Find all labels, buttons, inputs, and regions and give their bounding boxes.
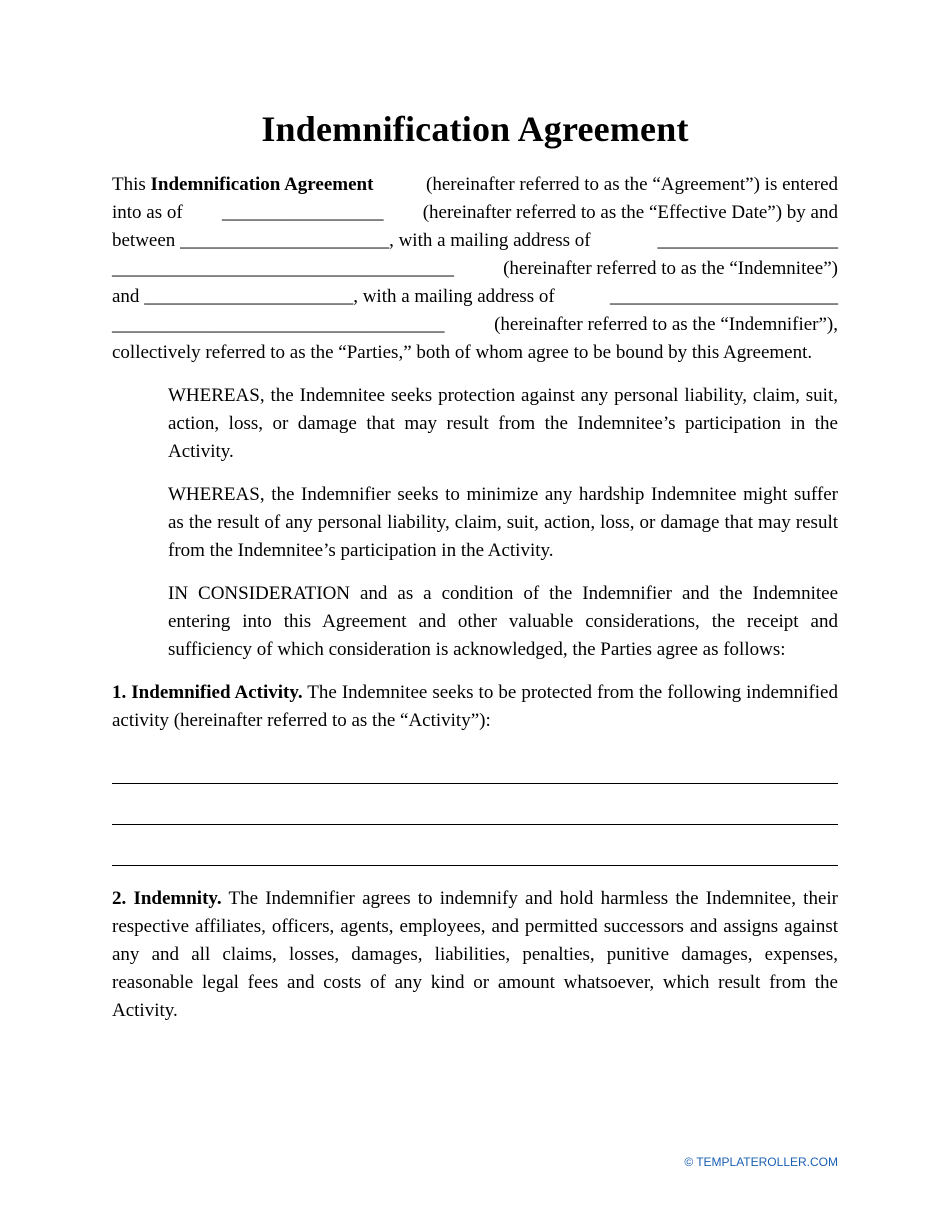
intro-text: (hereinafter referred to as the “Indemnitee”)	[503, 258, 838, 280]
agreement-name-bold: Indemnification Agreement	[150, 174, 374, 196]
whereas-clause-2: WHEREAS, the Indemnifier seeks to minimize any hardship Indemnitee might suffer as the result of any personal liability, claim, suit, action, loss, or damage that may result from the Indemnitee’s participation in the Activity.	[168, 484, 838, 562]
intro-line-5	[112, 283, 838, 311]
section-1-heading: 1. Indemnified Activity.	[112, 682, 303, 704]
intro-text: (hereinafter referred to as the “Agreement”) is entered	[426, 174, 838, 196]
indemnifier-name-blank[interactable]: ______________________	[144, 286, 354, 308]
section-2-text: The Indemnifier agrees to indemnify and hold harmless the Indemnitee, their respective affiliates, officers, agents, employees, and permitted successors and assigns against any and all claims, losses, damages, liabilities, penalties, punitive damages, expenses, reasonable legal fees and costs of any kind or amount whatsoever, which result from the Activity.	[112, 888, 838, 1022]
consideration-clause: IN CONSIDERATION and as a condition of the Indemnifier and the Indemnitee entering into this Agreement and other valuable considerations, the receipt and sufficiency of which consideration is acknowledged, the Parties agree as follows:	[168, 583, 838, 661]
section-2	[112, 885, 838, 1025]
intro-text: into as of	[112, 202, 183, 224]
intro-text: (hereinafter referred to as the “Indemnifier”),	[494, 314, 838, 336]
section-1-text: The Indemnitee seeks to be protected from the following indemnified activity (hereinafter referred to as the “Activity”):	[112, 682, 838, 732]
intro-line-2	[112, 199, 838, 227]
intro-line-6	[112, 311, 838, 339]
indemnitee-address-blank[interactable]: ___________________	[657, 230, 838, 252]
intro-text: This	[112, 174, 151, 196]
indemnifier-address-blank-2[interactable]: ___________________________________	[112, 314, 445, 336]
effective-date-blank[interactable]: _________________	[221, 202, 384, 224]
intro-text: , with a mailing address of	[389, 230, 591, 252]
activity-blank-line-2[interactable]	[112, 824, 838, 825]
footer-copyright[interactable]	[684, 1155, 838, 1169]
intro-text: (hereinafter referred to as the “Effective Date”) by and	[422, 202, 838, 224]
intro-paragraph	[112, 171, 838, 367]
footer-brand-link[interactable]: TEMPLATEROLLER.COM	[696, 1155, 838, 1169]
document-title: Indemnification Agreement	[261, 109, 689, 149]
section-1	[112, 679, 838, 735]
indemnitee-name-blank[interactable]: ______________________	[180, 230, 390, 252]
intro-line-1	[112, 171, 838, 199]
document-page	[112, 108, 838, 1025]
copyright-symbol: ©	[684, 1155, 694, 1169]
indemnitee-address-blank-2[interactable]: ____________________________________	[112, 258, 454, 280]
intro-line-4	[112, 255, 838, 283]
activity-blank-line-3[interactable]	[112, 865, 838, 866]
section-2-heading: 2. Indemnity.	[112, 888, 222, 910]
intro-text: and	[112, 286, 140, 308]
intro-text: , with a mailing address of	[353, 286, 555, 308]
indemnifier-address-blank[interactable]: ________________________	[610, 286, 838, 308]
intro-text: between	[112, 230, 176, 252]
whereas-clause-1: WHEREAS, the Indemnitee seeks protection against any personal liability, claim, suit, action, loss, or damage that may result from the Indemnitee’s participation in the Activity.	[168, 385, 838, 463]
activity-blank-line-1[interactable]	[112, 783, 838, 784]
intro-line-7: collectively referred to as the “Parties,” both of whom agree to be bound by this Agreement.	[112, 342, 813, 364]
intro-line-3	[112, 227, 838, 255]
